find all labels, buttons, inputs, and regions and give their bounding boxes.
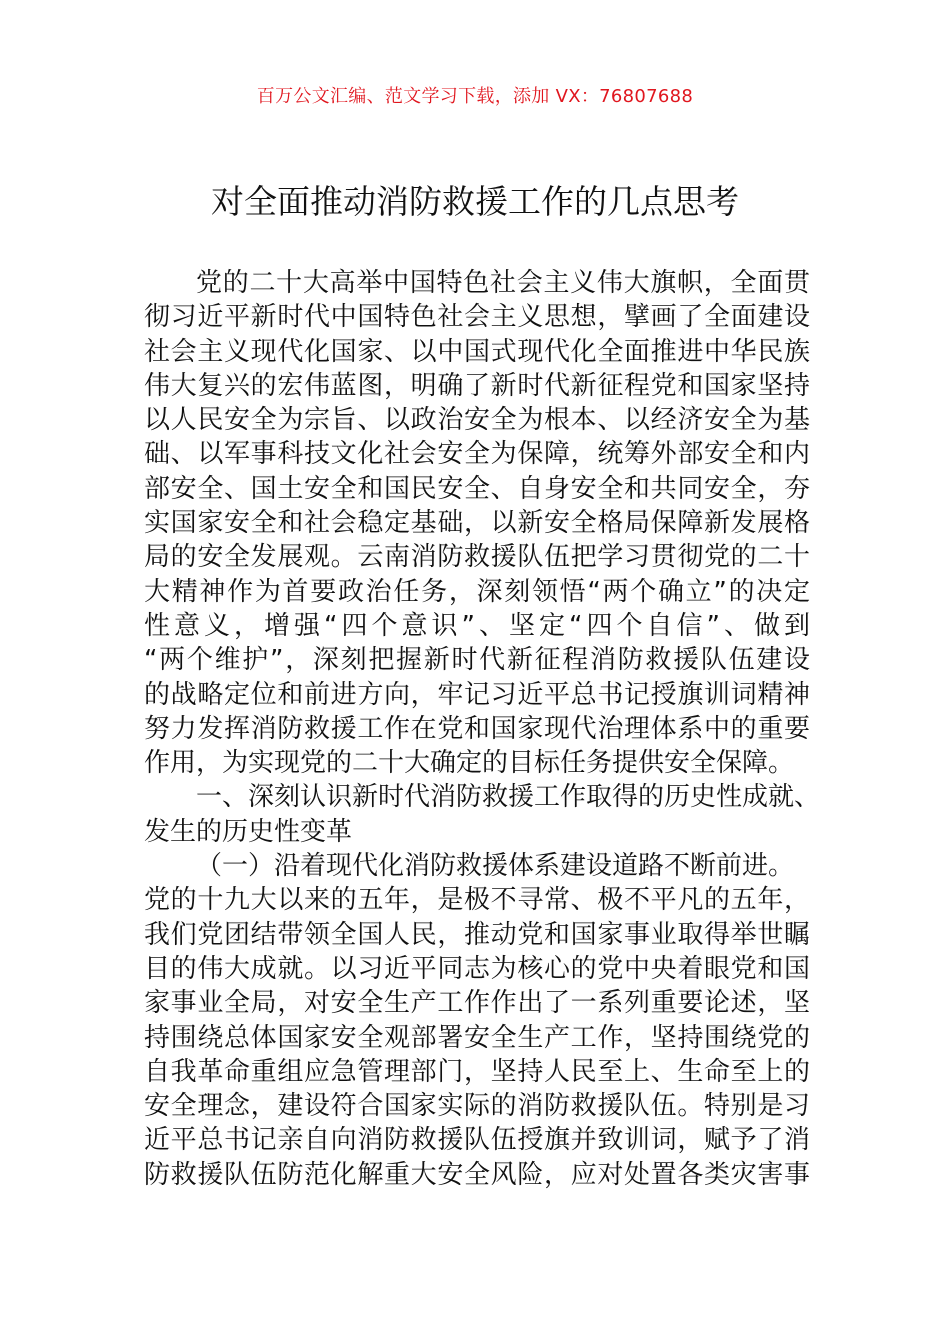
body-line: 持围绕总体国家安全观部署安全生产工作，坚持围绕党的 [144, 1022, 810, 1053]
body-line: “两个维护”，深刻把握新时代新征程消防救援队伍建设 [144, 645, 810, 676]
body-line: 家事业全局，对安全生产工作作出了一系列重要论述，坚 [144, 988, 810, 1019]
document-title: 对全面推动消防救援工作的几点思考 [211, 182, 739, 221]
body-line: 础、以军事科技文化社会安全为保障，统筹外部安全和内 [144, 439, 810, 470]
body-line: 大精神作为首要政治任务，深刻领悟“两个确立”的决定 [144, 576, 810, 607]
body-line: 伟大复兴的宏伟蓝图，明确了新时代新征程党和国家坚持 [144, 370, 810, 401]
body-line: 社会主义现代化国家、以中国式现代化全面推进中华民族 [144, 336, 810, 367]
body-line: 努力发挥消防救援工作在党和国家现代治理体系中的重要 [144, 713, 810, 744]
watermark-banner: 百万公文汇编、范文学习下载，添加 VX：76807688 [256, 86, 694, 107]
body-line: 近平总书记亲自向消防救援队伍授旗并致训词，赋予了消 [144, 1125, 810, 1156]
body-line: 自我革命重组应急管理部门，坚持人民至上、生命至上的 [144, 1056, 810, 1087]
section-heading-line: 发生的历史性变革 [144, 816, 353, 847]
subsection-heading-line: （一）沿着现代化消防救援体系建设道路不断前进。 [196, 851, 795, 882]
body-line: 党的二十大高举中国特色社会主义伟大旗帜，全面贯 [196, 268, 810, 298]
document-body [144, 266, 821, 1192]
body-line: 党的十九大以来的五年，是极不寻常、极不平凡的五年， [144, 885, 810, 916]
section-heading-line: 一、深刻认识新时代消防救援工作取得的历史性成就、 [196, 782, 821, 813]
body-line: 安全理念，建设符合国家实际的消防救援队伍。特别是习 [144, 1091, 810, 1122]
body-line: 部安全、国土安全和国民安全、自身安全和共同安全，夯 [144, 473, 810, 504]
body-line: 性意义，增强“四个意识”、坚定“四个自信”、做到 [144, 610, 810, 641]
body-line: 我们党团结带领全国人民，推动党和国家事业取得举世瞩 [144, 919, 810, 950]
body-line: 的战略定位和前进方向，牢记习近平总书记授旗训词精神 [144, 679, 810, 710]
body-line: 以人民安全为宗旨、以政治安全为根本、以经济安全为基 [144, 405, 810, 436]
body-line: 彻习近平新时代中国特色社会主义思想，擘画了全面建设 [144, 302, 810, 333]
body-line: 局的安全发展观。云南消防救援队伍把学习贯彻党的二十 [144, 542, 810, 573]
body-line: 作用，为实现党的二十大确定的目标任务提供安全保障。 [144, 748, 795, 779]
body-line: 防救援队伍防范化解重大安全风险，应对处置各类灾害事 [144, 1159, 810, 1190]
body-line: 实国家安全和社会稳定基础，以新安全格局保障新发展格 [144, 508, 810, 539]
body-line: 目的伟大成就。以习近平同志为核心的党中央着眼党和国 [144, 953, 810, 984]
